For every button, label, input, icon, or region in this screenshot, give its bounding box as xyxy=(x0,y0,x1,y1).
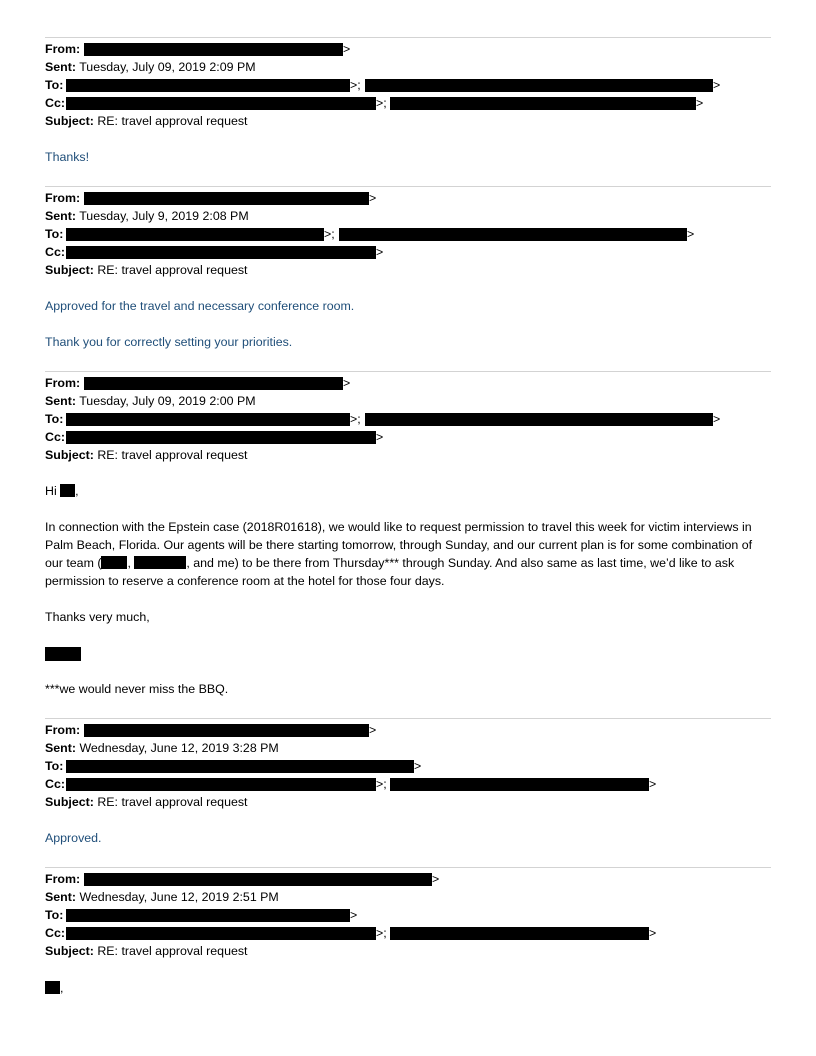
redaction xyxy=(45,981,60,994)
subject-row: Subject: RE: travel approval request xyxy=(45,795,248,809)
from-row: From: > xyxy=(45,376,351,390)
subject-value: RE: travel approval request xyxy=(97,795,248,809)
to-row: To: > xyxy=(45,908,358,922)
email-body: Approved. xyxy=(45,831,102,845)
sent-row: Sent: Tuesday, July 09, 2019 2:00 PM xyxy=(45,394,256,408)
to-row: To: >; > xyxy=(45,78,721,92)
email-header xyxy=(45,870,771,960)
redaction xyxy=(60,484,75,497)
redaction xyxy=(390,778,649,791)
subject-value: RE: travel approval request xyxy=(97,263,248,277)
sent-value: Tuesday, July 9, 2019 2:08 PM xyxy=(79,209,249,223)
subject-value: RE: travel approval request xyxy=(97,448,248,462)
footnote: ***we would never miss the BBQ. xyxy=(45,682,229,696)
from-row: From: > xyxy=(45,191,377,205)
redaction xyxy=(66,228,324,241)
sent-value: Tuesday, July 09, 2019 2:00 PM xyxy=(79,394,256,408)
email-body: Thanks! xyxy=(45,150,90,164)
redaction xyxy=(84,724,369,737)
sent-row: Sent: Tuesday, July 09, 2019 2:09 PM xyxy=(45,60,256,74)
sent-value: Wednesday, June 12, 2019 2:51 PM xyxy=(79,890,279,904)
redaction xyxy=(390,97,696,110)
separator-line xyxy=(45,718,771,719)
cc-row: Cc: >; > xyxy=(45,777,657,791)
subject-row: Subject: RE: travel approval request xyxy=(45,944,248,958)
signature-redaction xyxy=(45,647,81,661)
from-row: From: > xyxy=(45,872,440,886)
cc-row: Cc: >; > xyxy=(45,926,657,940)
to-row: To: > xyxy=(45,759,422,773)
cc-row: Cc: > xyxy=(45,430,384,444)
separator-line xyxy=(45,186,771,187)
redaction xyxy=(66,909,350,922)
redaction xyxy=(66,431,376,444)
sent-row: Sent: Wednesday, June 12, 2019 3:28 PM xyxy=(45,741,279,755)
redaction xyxy=(66,413,350,426)
email-body-line-1: Approved for the travel and necessary conference room. xyxy=(45,299,355,313)
subject-row: Subject: RE: travel approval request xyxy=(45,448,248,462)
redaction xyxy=(134,556,186,569)
redaction xyxy=(101,556,127,569)
to-row: To: >; > xyxy=(45,412,721,426)
separator-line xyxy=(45,37,771,38)
from-row: From: > xyxy=(45,42,351,56)
redaction xyxy=(66,760,414,773)
email-body-line-2: Thank you for correctly setting your priorities. xyxy=(45,335,293,349)
redaction xyxy=(66,97,376,110)
separator-line xyxy=(45,867,771,868)
email-header xyxy=(45,189,771,279)
separator-line xyxy=(45,371,771,372)
email-body-paragraph: In connection with the Epstein case (2018R01618), we would like to request permission to travel this week for victim interviews in Palm Beach, Florida. Our agents will be there starting tomorrow, through Sunday, and our current plan is for some combination of our team ( , , and me) to be there from Thursday*** through Sunday. And also same as last time, we’d like to ask permission to reserve a conference room at the hotel for those four days. xyxy=(45,520,753,588)
redaction xyxy=(84,43,343,56)
redaction xyxy=(365,79,713,92)
cc-row: Cc: >; > xyxy=(45,96,704,110)
redaction xyxy=(84,192,369,205)
redaction xyxy=(390,927,649,940)
redaction xyxy=(66,246,376,259)
to-row: To: >; > xyxy=(45,227,695,241)
redaction xyxy=(66,79,350,92)
redaction xyxy=(66,927,376,940)
sent-value: Tuesday, July 09, 2019 2:09 PM xyxy=(79,60,256,74)
redaction xyxy=(84,873,432,886)
greeting: Hi , xyxy=(45,484,79,498)
sent-value: Wednesday, June 12, 2019 3:28 PM xyxy=(79,741,279,755)
subject-value: RE: travel approval request xyxy=(97,114,248,128)
redaction xyxy=(339,228,687,241)
redaction xyxy=(84,377,343,390)
subject-row: Subject: RE: travel approval request xyxy=(45,263,248,277)
email-header xyxy=(45,374,771,464)
email-header xyxy=(45,721,771,811)
greeting: , xyxy=(45,979,771,997)
sent-row: Sent: Wednesday, June 12, 2019 2:51 PM xyxy=(45,890,279,904)
from-row: From: > xyxy=(45,723,377,737)
sent-row: Sent: Tuesday, July 9, 2019 2:08 PM xyxy=(45,209,249,223)
email-header xyxy=(45,40,771,130)
subject-value: RE: travel approval request xyxy=(97,944,248,958)
cc-row: Cc: > xyxy=(45,245,384,259)
redaction xyxy=(66,778,376,791)
closing: Thanks very much, xyxy=(45,610,150,624)
subject-row: Subject: RE: travel approval request xyxy=(45,114,248,128)
redaction xyxy=(365,413,713,426)
